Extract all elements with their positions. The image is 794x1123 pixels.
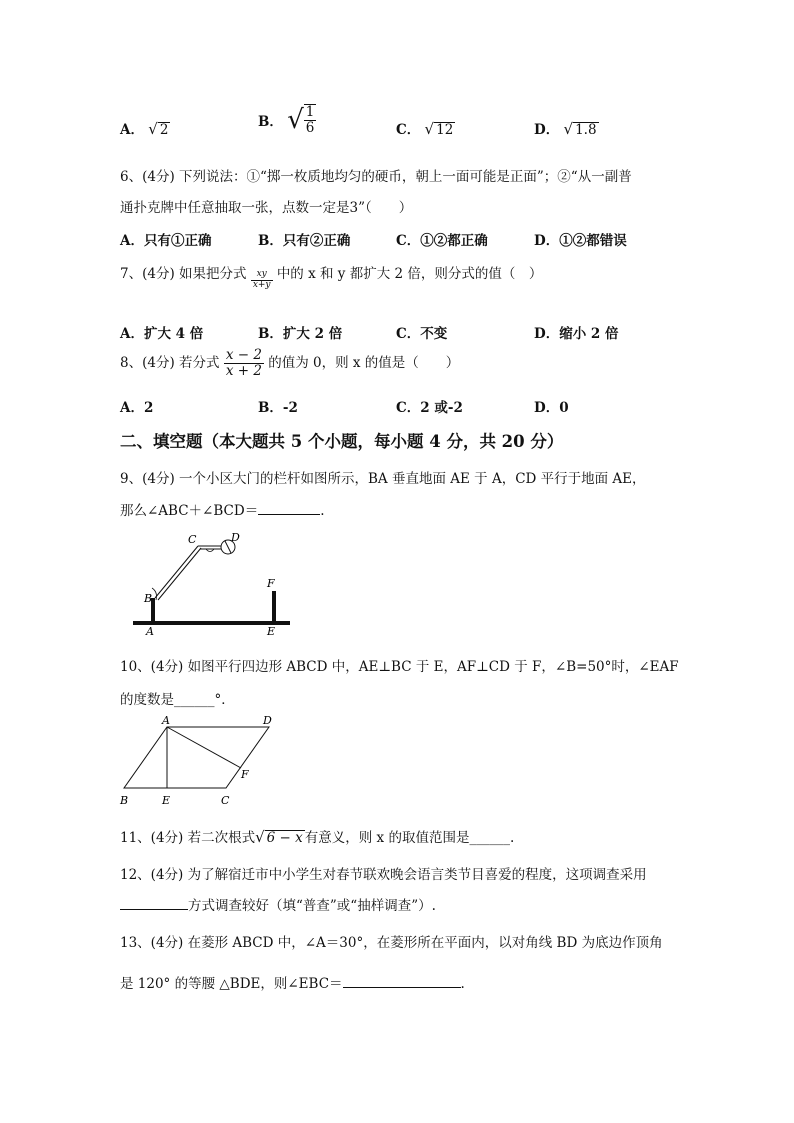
q6-option-c: C．①②都正确 <box>396 233 488 249</box>
q5-option-c: C． √ 12 <box>396 120 454 138</box>
q6-option-b: B．只有②正确 <box>258 233 351 249</box>
label-f: F <box>267 577 275 590</box>
q13-stem-line2: 是 120° 的等腰 △BDE，则∠EBC＝ . <box>120 972 465 992</box>
q11-stem: 11、(4分) 若二次根式√ 6 − x 有意义，则 x 的取值范围是______. <box>120 828 515 846</box>
label-e: E <box>267 625 276 638</box>
q8-option-d: D．0 <box>534 400 569 416</box>
q7-fraction: $\frac{xy}{x+y}$ <box>252 269 271 290</box>
label-d: D <box>231 531 240 544</box>
q5-option-b: B． √ $\frac{1}{6}$ <box>258 104 315 136</box>
q6-option-a: A．只有①正确 <box>120 233 212 249</box>
q9-stem-line2: 那么∠ABC＋∠BCD＝ . <box>120 499 325 519</box>
q8-fraction: $\frac{x - 2}{x + 2}$ <box>225 347 262 379</box>
q8-option-c: C．2 或-2 <box>396 400 463 416</box>
q9-gate-figure <box>128 528 298 640</box>
q10-parallelogram-figure <box>112 712 282 810</box>
arm-bc-inner <box>158 548 201 600</box>
q12-stem-line2: 方式调查较好（填“普查”或“抽样调查”）. <box>120 894 436 914</box>
q8-option-b: B．-2 <box>258 400 298 416</box>
label-a: A <box>162 714 170 727</box>
q10-stem-line2: 的度数是______°． <box>120 692 235 708</box>
q7-stem: 7、(4分) 如果把分式 $\frac{xy}{x+y}$ 中的 x 和 y 都扩大 2 倍，则分式的值（ ） <box>120 266 543 290</box>
q7-option-c: C．不变 <box>396 326 448 342</box>
q13-stem-line1: 13、(4分) 在菱形 ABCD 中，∠A＝30°，在菱形所在平面内，以对角线 BD 为底边作顶角 <box>120 935 663 951</box>
q9-answer-blank <box>258 500 320 515</box>
q10-stem-line1: 10、(4分) 如图平行四边形 ABCD 中，AE⊥BC 于 E，AF⊥CD 于 F，∠B=50°时，∠EAF <box>120 659 679 675</box>
label-f: F <box>241 768 249 781</box>
q7-option-b: B．扩大 2 倍 <box>258 326 343 342</box>
label-c: C <box>221 794 230 807</box>
label-c: C <box>188 533 197 546</box>
q9-stem-line1: 9、(4分) 一个小区大门的栏杆如图所示，BA 垂直地面 AE 于 A，CD 平行于地面 AE， <box>120 471 646 487</box>
q12-stem-line1: 12、(4分) 为了解宿迁市中小学生对春节联欢晚会语言类节目喜爱的程度，这项调查采用 <box>120 867 647 883</box>
q6-option-d: D．①②都错误 <box>534 233 627 249</box>
label-e: E <box>162 794 171 807</box>
q8-stem: 8、(4分) 若分式 $\frac{x - 2}{x + 2}$ 的值为 0，则 x 的值是（ ） <box>120 347 460 379</box>
section-heading: 二、填空题（本大题共 5 个小题，每小题 4 分，共 20 分） <box>120 432 564 451</box>
q8-option-a: A．2 <box>120 400 154 416</box>
q6-stem-line2: 通扑克牌中任意抽取一张，点数一定是3”（ ） <box>120 200 413 216</box>
label-b: B <box>144 592 153 605</box>
q5-option-d: D． √ 1.8 <box>534 120 597 138</box>
label-b: B <box>120 794 129 807</box>
label-d: D <box>263 714 272 727</box>
q12-answer-blank <box>120 895 188 910</box>
arm-bc <box>155 546 198 598</box>
q6-stem-line1: 6、(4分) 下列说法：①“掷一枚质地均匀的硬币，朝上一面可能是正面”；②“从一副普 <box>120 169 632 185</box>
label-a: A <box>146 625 154 638</box>
segment-af <box>167 727 241 768</box>
q7-option-d: D．缩小 2 倍 <box>534 326 619 342</box>
q13-answer-blank <box>343 973 461 988</box>
q5-option-a: A． √ 2 <box>120 120 169 138</box>
q7-option-a: A．扩大 4 倍 <box>120 326 204 342</box>
